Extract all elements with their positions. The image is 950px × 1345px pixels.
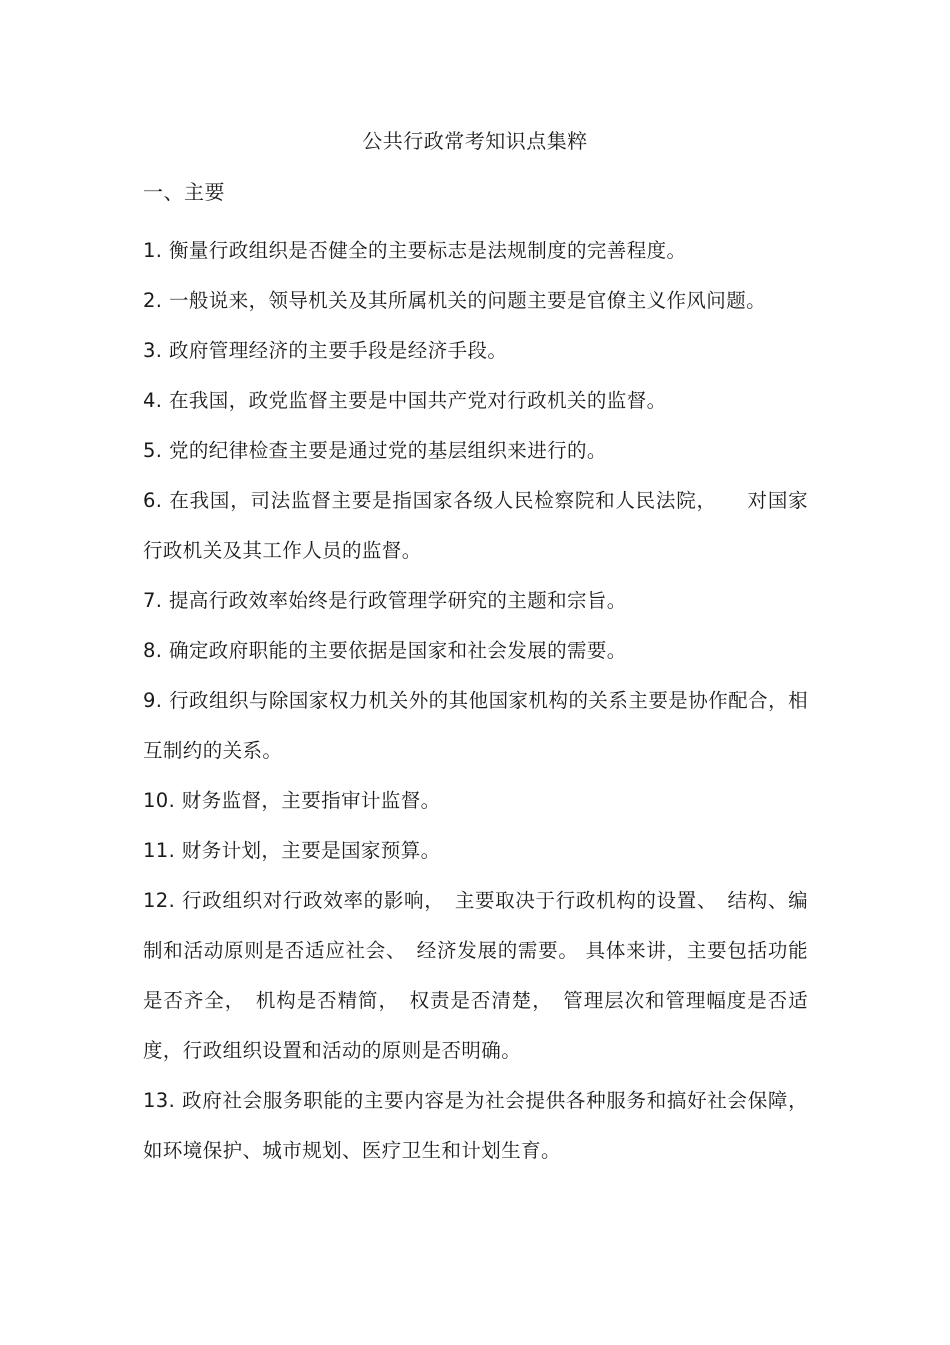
knowledge-point-8: 8. 确定政府职能的主要依据是国家和社会发展的需要。 [143,639,627,662]
knowledge-point-13: 13. 政府社会服务职能的主要内容是为社会提供各种服务和搞好社会保障，如环境保护、城市规划、医疗卫生和计划生育。 [143,1089,808,1162]
document-title: 公共行政常考知识点集粹 [362,129,588,153]
knowledge-point-3: 3. 政府管理经济的主要手段是经济手段。 [143,339,508,362]
knowledge-point-5: 5. 党的纪律检查主要是通过党的基层组织来进行的。 [143,439,607,462]
knowledge-point-12: 12. 行政组织对行政效率的影响， 主要取决于行政机构的设置、 结构、编制和活动原则是否适应社会、 经济发展的需要。 具体来讲，主要包括功能是否齐全， 机构是否精简， 权责是否清楚， 管理层次和管理幅度是否适度，行政组织设置和活动的原则是否明确。 [143,889,808,1062]
knowledge-point-6: 6. 在我国，司法监督主要是指国家各级人民检察院和人民法院， 对国家行政机关及其工作人员的监督。 [143,489,808,562]
knowledge-point-list [143,226,808,1176]
knowledge-point-2: 2. 一般说来，领导机关及其所属机关的问题主要是官僚主义作风问题。 [143,289,767,312]
knowledge-point-7: 7. 提高行政效率始终是行政管理学研究的主题和宗旨。 [143,589,627,612]
knowledge-point-1: 1. 衡量行政组织是否健全的主要标志是法规制度的完善程度。 [143,239,687,262]
section-heading: 一、主要 [143,180,225,204]
knowledge-point-11: 11. 财务计划，主要是国家预算。 [143,839,441,862]
knowledge-point-9: 9. 行政组织与除国家权力机关外的其他国家机构的关系主要是协作配合，相互制约的关系。 [143,689,808,762]
knowledge-point-10: 10. 财务监督，主要指审计监督。 [143,789,441,812]
knowledge-point-4: 4. 在我国，政党监督主要是中国共产党对行政机关的监督。 [143,389,667,412]
